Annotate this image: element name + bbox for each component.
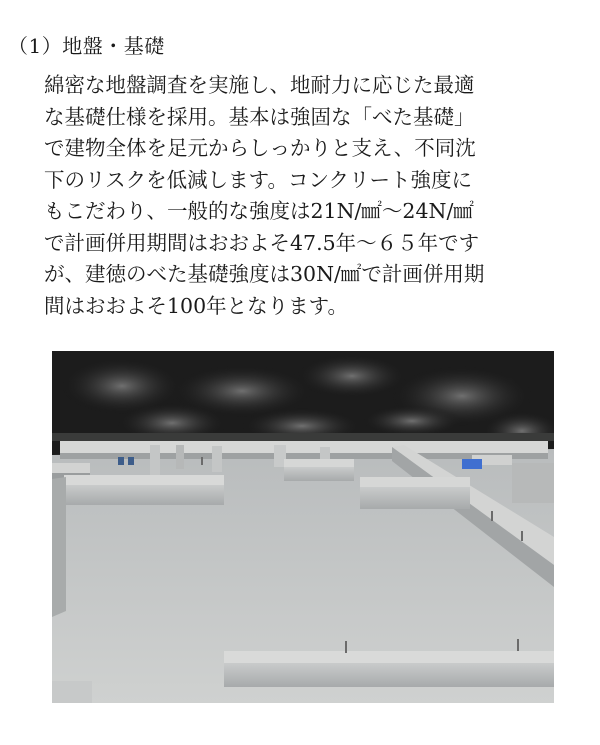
section-body — [44, 70, 584, 322]
body-line: な基礎仕様を採用。基本は強固な「べた基礎」 — [44, 104, 475, 129]
body-line: で建物全体を足元からしっかりと支え、不同沈 — [44, 136, 476, 160]
body-line: 下のリスクを低減します。コンクリート強度に — [44, 167, 473, 192]
foundation-photo — [52, 351, 554, 703]
body-line: 綿密な地盤調査を実施し、地耐力に応じた最適 — [44, 73, 475, 97]
body-line: が、建徳のべた基礎強度は30N/㎟で計画併用期 — [44, 262, 485, 286]
body-line: 間はおおよそ100年となります。 — [44, 293, 348, 318]
body-line: もこだわり、一般的な強度は21N/㎟～24N/㎟ — [44, 199, 474, 223]
section-heading: （1）地盤・基礎 — [8, 34, 165, 58]
body-line: で計画併用期間はおおよそ47.5年～６５年です — [44, 230, 480, 255]
